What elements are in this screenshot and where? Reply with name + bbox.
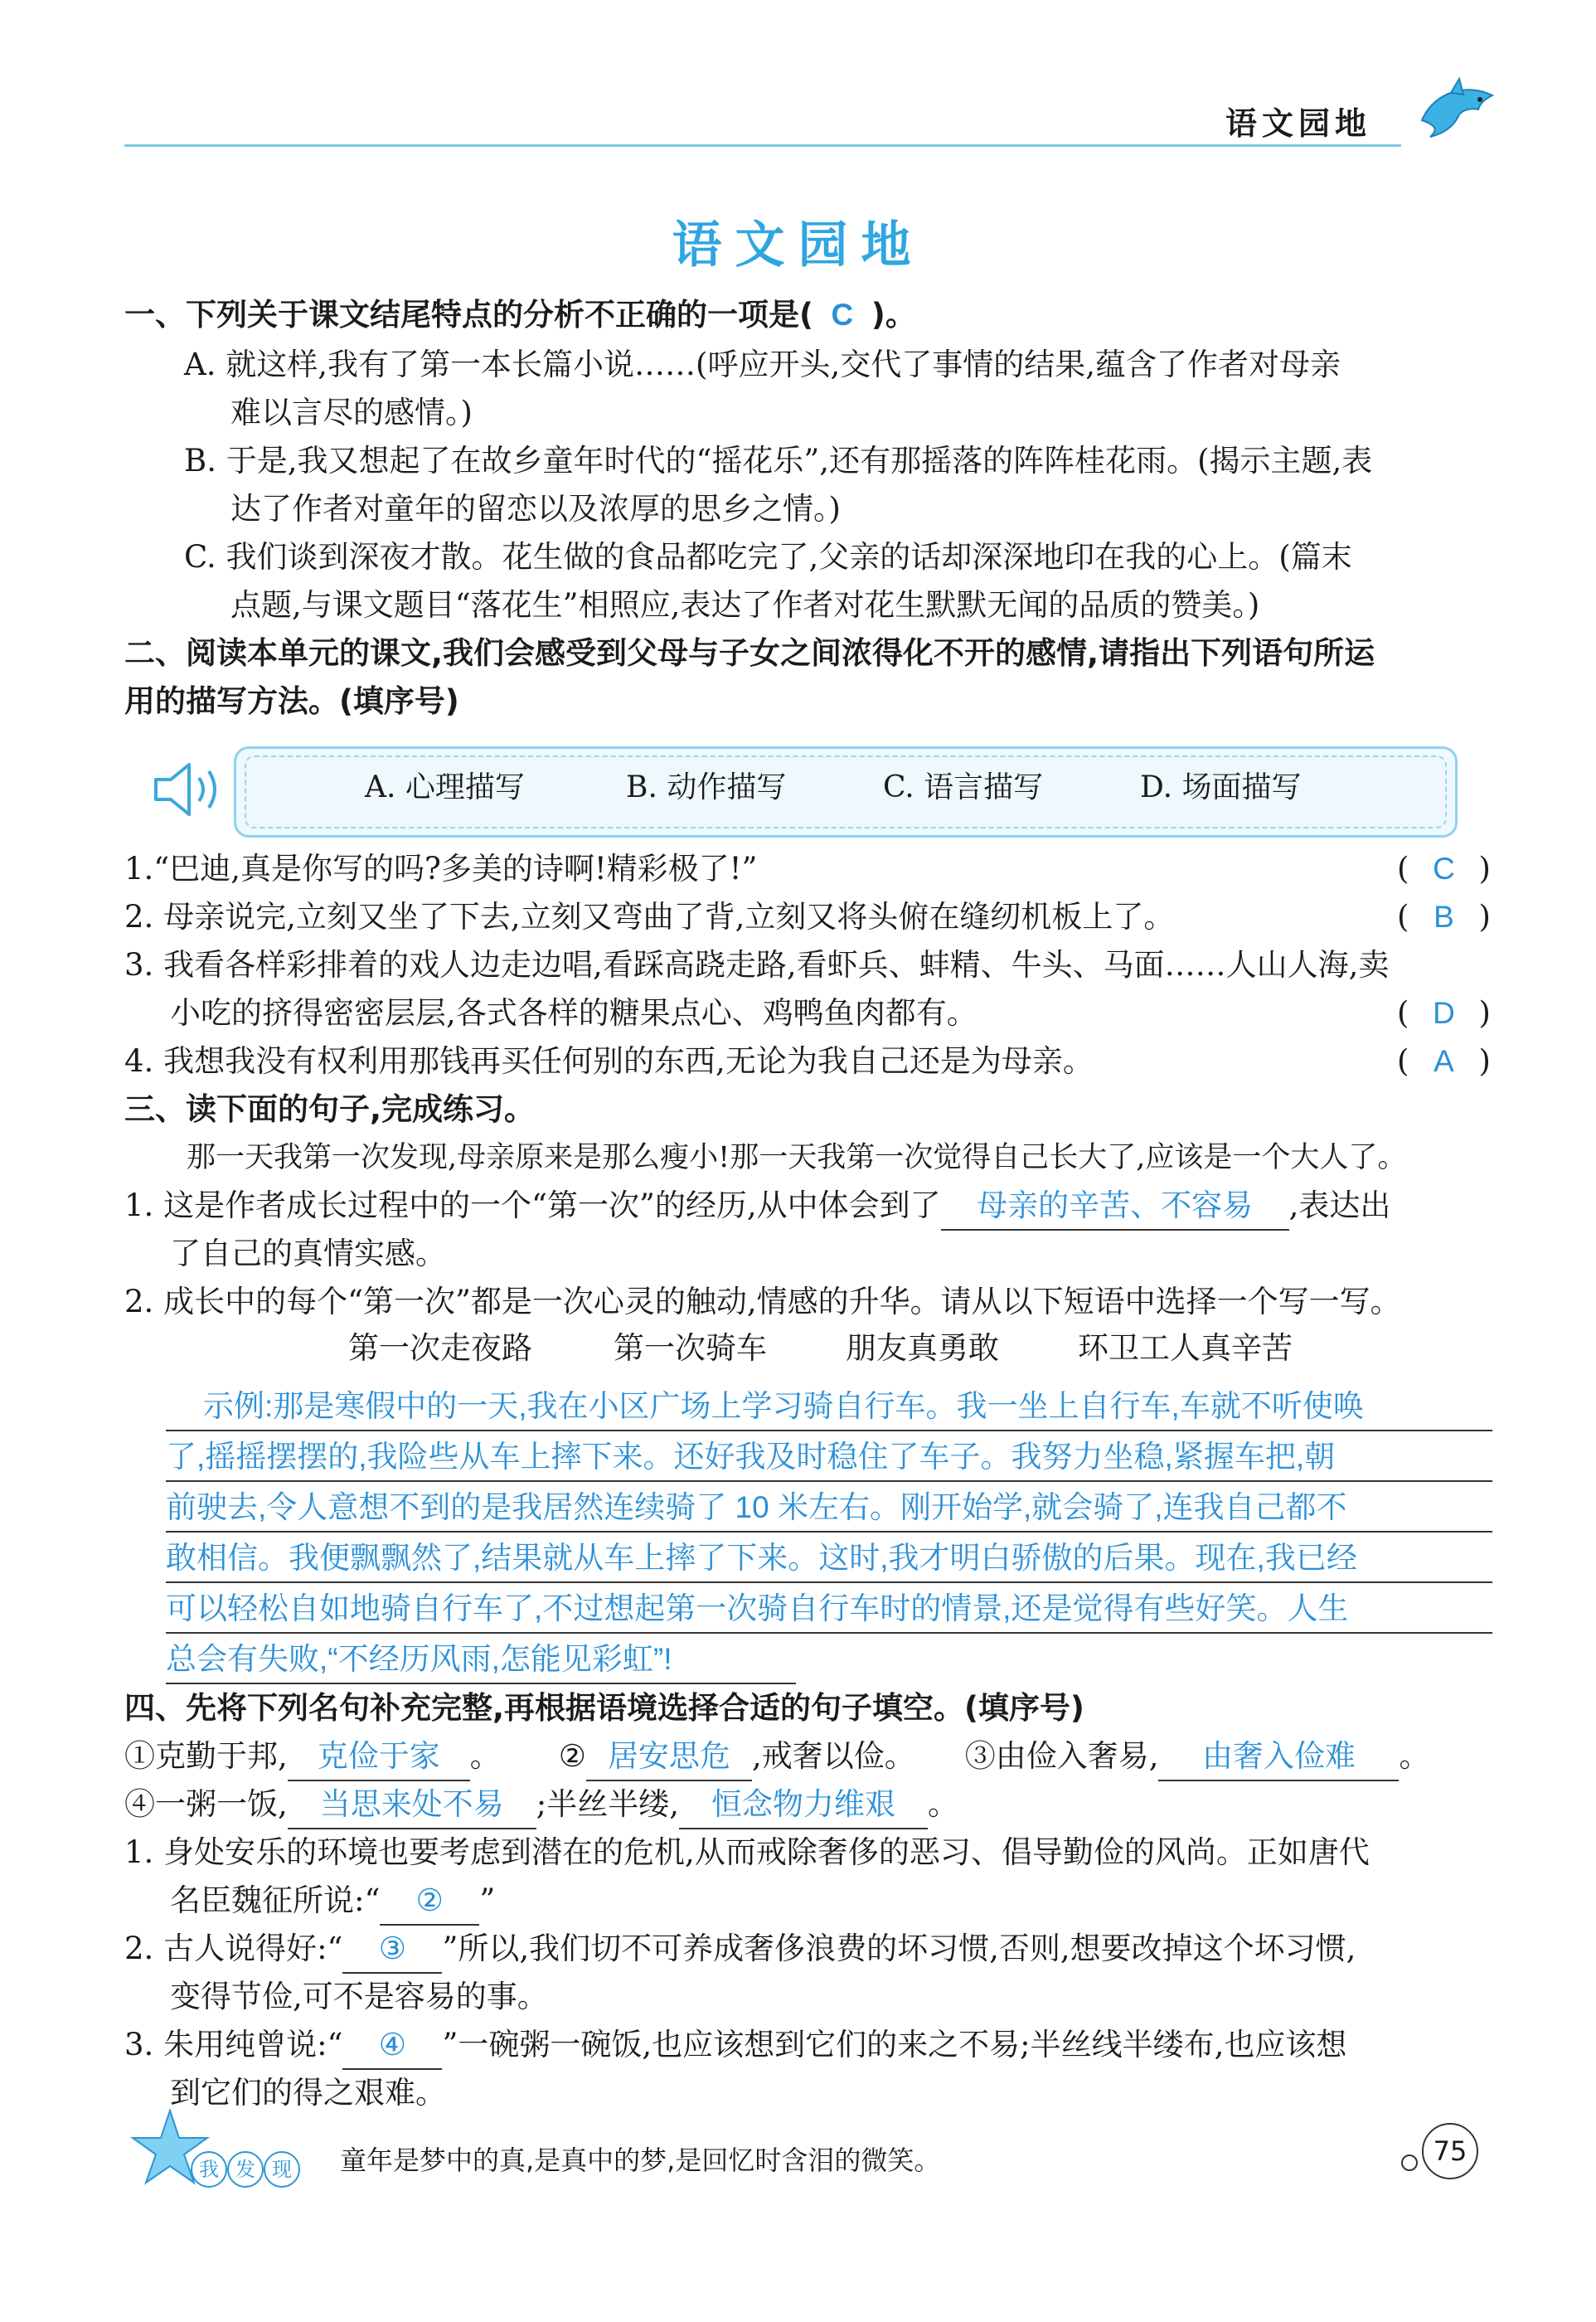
q3-phrase-1: 第一次走夜路 bbox=[348, 1330, 532, 1366]
q4-proverbs-row2 bbox=[124, 1781, 958, 1829]
q1-option-c-line2: 点题,与课文题目“落花生”相照应,表达了作者对花生默默无闻的品质的赞美。) bbox=[230, 587, 1260, 623]
q2-item-3-line2: 小吃的挤得密密层层,各式各样的糖果点心、鸡鸭鱼肉都有。 bbox=[170, 995, 977, 1031]
q2-item-4-answer-slot: ( A ) bbox=[1397, 1038, 1491, 1085]
q1-option-a-line1: A. 就这样,我有了第一本长篇小说……(呼应开头,交代了事情的结果,蕴含了作者对母亲 bbox=[184, 347, 1341, 382]
q3-sub1-line2: 了自己的真情实感。 bbox=[170, 1236, 446, 1271]
footer-quote: 童年是梦中的真,是真中的梦,是回忆时含泪的微笑。 bbox=[340, 2145, 941, 2176]
q3-sub1-text: 1. 这是作者成长过程中的一个“第一次”的经历,从中体会到了 bbox=[124, 1188, 941, 1223]
q2-item-3-line1: 3. 我看各样彩排着的戏人边走边唱,看踩高跷走路,看虾兵、蚌精、牛头、马面……人山人海,卖 bbox=[124, 947, 1390, 983]
q3-sub1-text-end: ,表达出 bbox=[1288, 1188, 1391, 1223]
header-section-label: 语文园地 bbox=[1225, 105, 1372, 142]
q4-stem: 四、先将下列名句补充完整,再根据语境选择合适的句子填空。(填序号) bbox=[124, 1690, 1084, 1726]
q4-proverb4-mid: ;半丝半缕, bbox=[536, 1786, 679, 1822]
essay-line-6: 总会有失败,“不经历风雨,怎能见彩虹”! bbox=[166, 1642, 672, 1676]
dolphin-icon bbox=[1414, 75, 1505, 149]
q3-phrase-4: 环卫工人真辛苦 bbox=[1078, 1330, 1293, 1366]
q2-stem-line2: 用的描写方法。(填序号) bbox=[124, 683, 459, 719]
q4-item3-line1 bbox=[124, 2022, 1346, 2070]
q4-item1-answer: ② bbox=[380, 1878, 479, 1926]
q2-item-3-answer: D bbox=[1433, 996, 1455, 1030]
badge-char-2: 发 bbox=[227, 2151, 264, 2188]
option-a: A. 心理描写 bbox=[365, 770, 525, 804]
q4-item2-pre: 2. 古人说得好:“ bbox=[124, 1931, 343, 1966]
essay-rule-6 bbox=[166, 1683, 796, 1684]
q4-proverb3-post: 。 bbox=[1399, 1738, 1430, 1774]
q4-proverb1-post: 。 bbox=[469, 1738, 501, 1774]
q4-item1-line1: 1. 身处安乐的环境也要考虑到潜在的危机,从而戒除奢侈的恶习、倡导勤俭的风尚。正如唐代 bbox=[124, 1834, 1370, 1870]
q4-item1-line2 bbox=[170, 1878, 495, 1926]
q4-item2-line1 bbox=[124, 1926, 1356, 1974]
badge-char-1: 我 bbox=[191, 2151, 227, 2188]
q4-item1-pre: 名臣魏征所说:“ bbox=[170, 1882, 381, 1918]
q1-option-a-line2: 难以言尽的感情。) bbox=[230, 395, 473, 430]
q2-item-2-answer: B bbox=[1433, 900, 1454, 934]
page-title: 语文园地 bbox=[672, 216, 924, 274]
q3-phrase-3: 朋友真勇敢 bbox=[846, 1330, 999, 1366]
q4-proverbs-row1 bbox=[124, 1733, 1429, 1781]
essay-line-3: 前驶去,令人意想不到的是我居然连续骑了 10 米左右。刚开始学,就会骑了,连我自己都不 bbox=[166, 1490, 1347, 1524]
q4-item3-pre: 3. 朱用纯曾说:“ bbox=[124, 2027, 343, 2062]
q4-proverb2-pre: ② bbox=[558, 1738, 586, 1774]
q4-item2-answer: ③ bbox=[342, 1926, 442, 1974]
header-divider bbox=[124, 144, 1401, 147]
q2-item-4-answer: A bbox=[1433, 1044, 1454, 1078]
q2-item-3-answer-slot: ( D ) bbox=[1397, 990, 1491, 1037]
essay-line-5: 可以轻松自如地骑自行车了,不过想起第一次骑自行车时的情景,还是觉得有些好笑。人生 bbox=[166, 1591, 1349, 1625]
q1-stem bbox=[124, 292, 916, 338]
q4-item3-answer: ④ bbox=[342, 2022, 442, 2070]
q4-item2-line2: 变得节俭,可不是容易的事。 bbox=[170, 1979, 548, 2014]
option-c: C. 语言描写 bbox=[883, 770, 1044, 804]
badge-char-3: 现 bbox=[264, 2151, 300, 2188]
bubble-small bbox=[1401, 2154, 1418, 2171]
q3-sub1-line1 bbox=[124, 1183, 1390, 1231]
q3-stem: 三、读下面的句子,完成练习。 bbox=[124, 1091, 536, 1127]
q1-option-b-line1: B. 于是,我又想起了在故乡童年时代的“摇花乐”,还有那摇落的阵阵桂花雨。(揭示主题,表 bbox=[184, 443, 1373, 478]
q4-proverb4-answer: 当思来处不易 bbox=[288, 1781, 536, 1829]
q3-quote: 那一天我第一次发现,母亲原来是那么瘦小!那一天我第一次觉得自己长大了,应该是一个大人了。 bbox=[187, 1141, 1407, 1174]
q2-item-4: 4. 我想我没有权利用那钱再买任何别的东西,无论为我自己还是为母亲。 bbox=[124, 1043, 1094, 1079]
q3-sub1-answer: 母亲的辛苦、不容易 bbox=[941, 1183, 1289, 1231]
q2-item-1-answer: C bbox=[1433, 852, 1455, 886]
essay-line-4: 敢相信。我便飘飘然了,结果就从车上摔了下来。这时,我才明白骄傲的后果。现在,我已经 bbox=[166, 1541, 1357, 1575]
q1-answer: C bbox=[831, 298, 854, 332]
q4-proverb4-post: 。 bbox=[928, 1786, 958, 1822]
q4-item3-post: ”一碗粥一碗饭,也应该想到它们的来之不易;半丝线半缕布,也应该想 bbox=[442, 2027, 1347, 2062]
q4-proverb3-pre: ③由俭入奢易, bbox=[964, 1738, 1159, 1774]
q2-stem-line1: 二、阅读本单元的课文,我们会感受到父母与子女之间浓得化不开的感情,请指出下列语句所运 bbox=[124, 635, 1375, 671]
q4-item1-post: ” bbox=[479, 1882, 496, 1918]
speaker-icon bbox=[149, 756, 232, 823]
q4-proverb4-pre: ④一粥一饭, bbox=[124, 1786, 288, 1822]
q4-proverb1-answer: 克俭于家 bbox=[288, 1733, 470, 1781]
essay-line-2: 了,摇摇摆摆的,我险些从车上摔下来。还好我及时稳住了车子。我努力坐稳,紧握车把,朝 bbox=[166, 1440, 1336, 1474]
discover-badge bbox=[191, 2148, 332, 2186]
q4-proverb2-answer: 居安思危 bbox=[586, 1733, 752, 1781]
q1-stem-end: )。 bbox=[871, 297, 916, 333]
q1-option-b-line2: 达了作者对童年的留恋以及浓厚的思乡之情。) bbox=[230, 491, 841, 527]
q2-item-1: 1.“巴迪,真是你写的吗?多美的诗啊!精彩极了!” bbox=[124, 851, 758, 887]
q3-phrase-2: 第一次骑车 bbox=[614, 1330, 767, 1366]
q4-proverb1-pre: ①克勤于邦, bbox=[124, 1738, 288, 1774]
essay-line-1: 示例:那是寒假中的一天,我在小区广场上学习骑自行车。我一坐上自行车,车就不听使唤 bbox=[203, 1389, 1364, 1423]
option-b: B. 动作描写 bbox=[626, 770, 787, 804]
q1-stem-text: 一、下列关于课文结尾特点的分析不正确的一项是( bbox=[124, 297, 813, 333]
q2-item-2: 2. 母亲说完,立刻又坐了下去,立刻又弯曲了背,立刻又将头俯在缝纫机板上了。 bbox=[124, 899, 1175, 935]
q4-item3-line2: 到它们的得之艰难。 bbox=[170, 2075, 446, 2111]
option-d: D. 场面描写 bbox=[1140, 770, 1302, 804]
q2-item-2-answer-slot: ( B ) bbox=[1397, 894, 1491, 940]
q4-item2-post: ”所以,我们切不可养成奢侈浪费的坏习惯,否则,想要改掉这个坏习惯, bbox=[442, 1931, 1356, 1966]
q4-proverb3-answer: 由奢入俭难 bbox=[1158, 1733, 1399, 1781]
q1-option-c-line1: C. 我们谈到深夜才散。花生做的食品都吃完了,父亲的话却深深地印在我的心上。(篇末 bbox=[184, 539, 1352, 575]
q3-sub2: 2. 成长中的每个“第一次”都是一次心灵的触动,情感的升华。请从以下短语中选择一个写一写。 bbox=[124, 1284, 1401, 1319]
page-number: 75 bbox=[1422, 2123, 1478, 2179]
q2-item-1-answer-slot: ( C ) bbox=[1397, 846, 1491, 892]
q4-proverb4-answer2: 恒念物力维艰 bbox=[679, 1781, 928, 1829]
q4-proverb2-post: ,戒奢以俭。 bbox=[751, 1738, 915, 1774]
